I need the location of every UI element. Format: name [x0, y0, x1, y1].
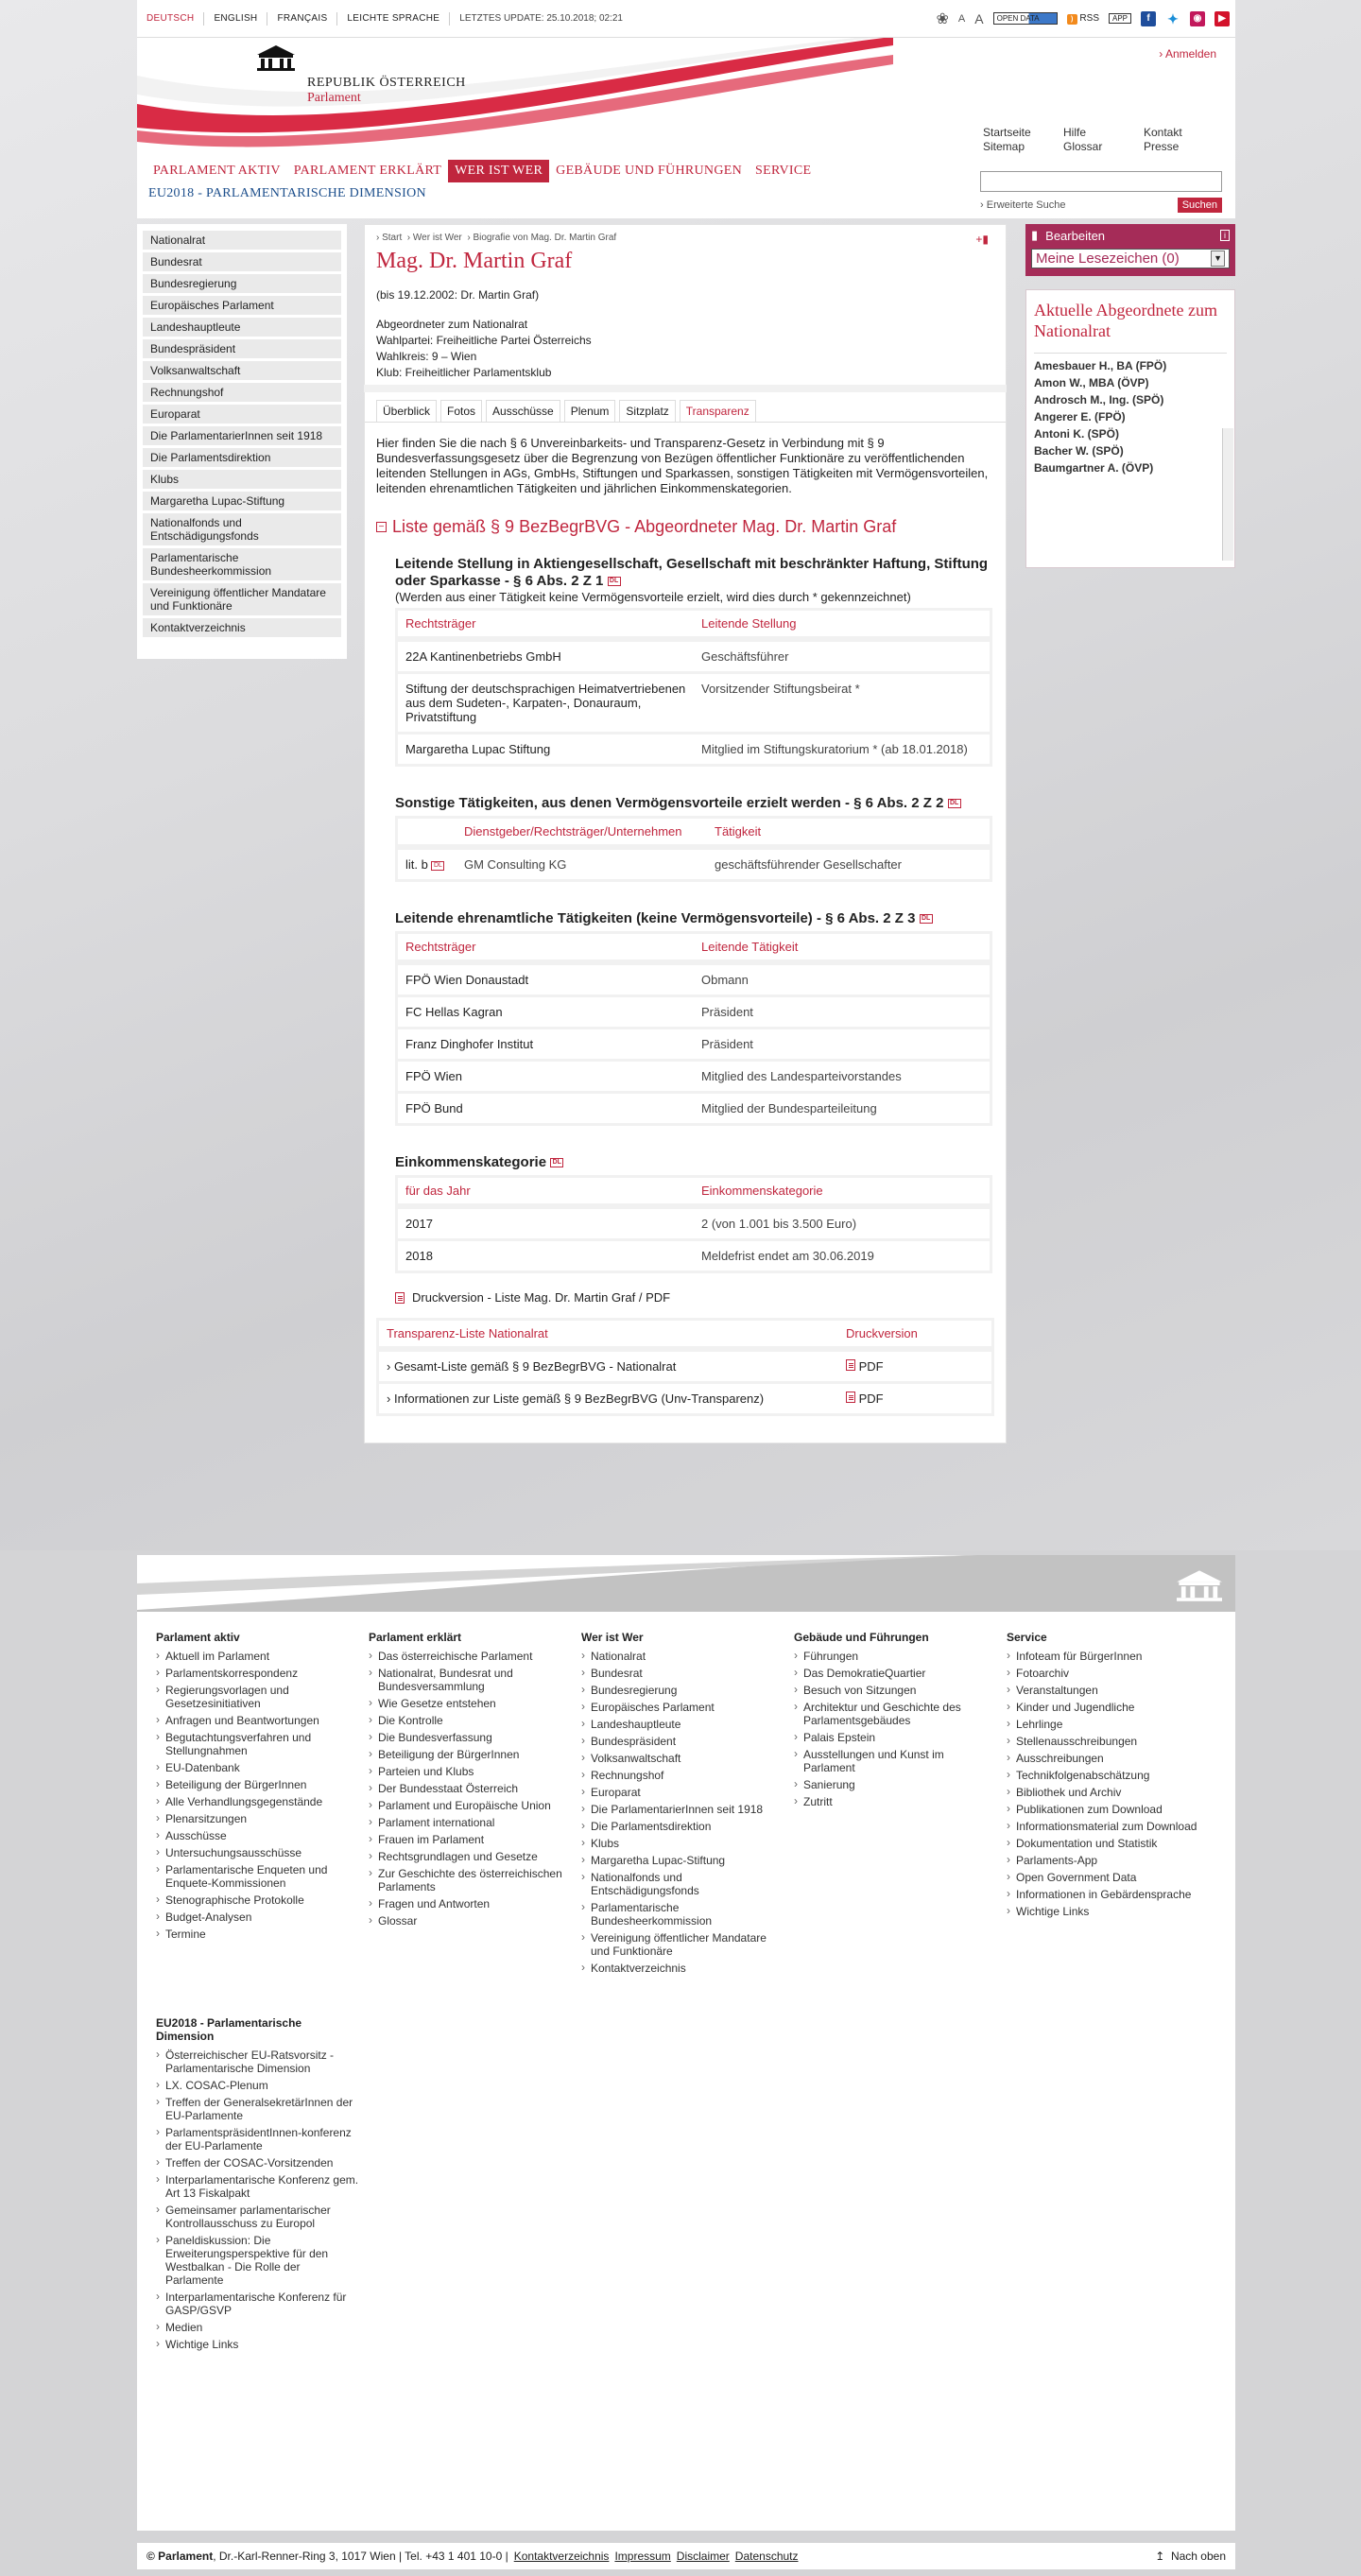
member-role: Abgeordneter zum Nationalrat [376, 318, 528, 331]
table-row [398, 997, 990, 1027]
back-to-top-label: Nach oben [1170, 2550, 1226, 2563]
table-row [398, 1241, 990, 1271]
member-item[interactable]: Androsch M., Ing. (SPÖ) [1034, 393, 1164, 406]
sidebar-item[interactable]: Europäisches Parlament [143, 296, 341, 315]
footer-link[interactable]: › Kinder und Jugendliche [1007, 1701, 1210, 1714]
search-input[interactable] [980, 171, 1222, 192]
pdf-icon [846, 1392, 855, 1403]
footer-link[interactable]: › Fotoarchiv [1007, 1667, 1210, 1680]
cell: FPÖ Bund [398, 1094, 694, 1123]
list-link[interactable]: Gesamt-Liste gemäß § 9 BezBegrBVG - Nationalrat [393, 1359, 677, 1374]
cell: Obmann [694, 965, 990, 994]
footer-link[interactable]: › Ausschüsse [156, 1829, 359, 1842]
table-row [398, 965, 990, 994]
footer-link[interactable]: › Infoteam für BürgerInnen [1007, 1650, 1210, 1663]
parliament-building-icon [255, 43, 297, 72]
cell[interactable]: › Gesamt-Liste gemäß § 9 BezBegrBVG - Nationalrat [379, 1352, 838, 1381]
page-title: Mag. Dr. Martin Graf [376, 249, 573, 273]
transparency-list [376, 1318, 994, 1416]
top-bar [137, 0, 1235, 38]
footer-link[interactable]: › Sanierung [794, 1778, 997, 1791]
search-button[interactable]: Suchen [1178, 198, 1222, 213]
cell: 2018 [398, 1241, 694, 1271]
arrow-up-icon: ↥ [1155, 2550, 1165, 2563]
member-club: Klub: Freiheitlicher Parlamentsklub [376, 366, 552, 379]
breadcrumb-start[interactable]: › Start [376, 233, 403, 243]
footer-link[interactable]: › Regierungsvorlagen und Gesetzesinitiativen [156, 1684, 359, 1710]
quick-sitemap[interactable]: Sitemap [983, 140, 1025, 153]
font-small-button[interactable]: A [957, 12, 966, 25]
footer-link[interactable]: › Bundesregierung [581, 1684, 784, 1697]
lang-deutsch[interactable]: DEUTSCH [137, 12, 204, 26]
footer-link[interactable]: › Informationsmaterial zum Download [1007, 1820, 1210, 1833]
table-row [398, 1094, 990, 1123]
pdf-link[interactable]: PDF [858, 1359, 884, 1374]
breadcrumb-wer-ist-wer[interactable]: › Wer ist Wer [406, 233, 462, 243]
print-version-label: Druckversion - Liste Mag. Dr. Martin Graf / PDF [412, 1290, 671, 1305]
cell: Mitglied der Bundesparteileitung [694, 1094, 990, 1123]
col-header: für das Jahr [398, 1178, 694, 1206]
footer-band [137, 1555, 1235, 1612]
footer-link[interactable]: › ParlamentspräsidentInnen-konferenz der EU-Parlamente [156, 2126, 359, 2152]
open-data-badge[interactable]: OPEN DATA [993, 12, 1058, 25]
edit-link[interactable]: Bearbeiten [1045, 228, 1106, 243]
footer-link[interactable]: › Begutachtungsverfahren und Stellungnahmen [156, 1731, 359, 1757]
footer-link[interactable]: › Architektur und Geschichte des Parlamentsgebäudes [794, 1701, 997, 1727]
cell: Präsident [694, 997, 990, 1027]
former-name: (bis 19.12.2002: Dr. Martin Graf) [376, 288, 540, 302]
s2-table [395, 816, 992, 882]
cell: Präsident [694, 1029, 990, 1059]
cell: Meldefrist endet am 30.06.2019 [694, 1241, 990, 1271]
sidebar-item[interactable]: Die ParlamentarierInnen seit 1918 [143, 426, 341, 445]
cell: 2 (von 1.001 bis 3.500 Euro) [694, 1209, 990, 1238]
last-update: LETZTES UPDATE: 25.10.2018; 02:21 [459, 13, 623, 24]
footer-col-title[interactable]: Parlament erklärt [369, 1631, 462, 1644]
pdf-icon [846, 1359, 855, 1371]
footer-link[interactable]: › Klubs [581, 1837, 784, 1850]
current-members-box [1025, 289, 1235, 568]
table-row [398, 1029, 990, 1059]
bookmark-box [1025, 224, 1235, 276]
bookmark-select-value: Meine Lesezeichen (0) [1036, 251, 1180, 267]
instagram-icon[interactable]: ◉ [1190, 11, 1205, 26]
nav-wer-ist-wer[interactable]: WER IST WER [448, 160, 549, 182]
s3-heading: Leitende ehrenamtliche Tätigkeiten (keine Vermögensvorteile) - § 6 Abs. 2 Z 3 [395, 910, 916, 926]
advanced-search-label: Erweiterte Suche [986, 199, 1066, 211]
rss-label: RSS [1079, 12, 1099, 24]
footer-link[interactable]: › Zur Geschichte des österreichischen Parlaments [369, 1867, 572, 1893]
footer-link[interactable]: › Stellenausschreibungen [1007, 1735, 1210, 1748]
section-ehrenamtlich [365, 882, 1006, 1126]
cell: Stiftung der deutschsprachigen Heimatvertriebenen aus dem Sudeten-, Karpaten-, Donauraum, Privatstiftung [398, 674, 694, 732]
footer-link[interactable]: › EU-Datenbank [156, 1761, 359, 1774]
site-footer [137, 1612, 1235, 2531]
lit-label: lit. b [405, 857, 428, 872]
footer-link[interactable]: › Stenographische Protokolle [156, 1893, 359, 1907]
info-icon[interactable]: i [1220, 230, 1230, 241]
footer-col [794, 1631, 1007, 1979]
nav-gebaeude-fuehrungen[interactable]: GEBÄUDE UND FÜHRUNGEN [556, 164, 743, 178]
s2-heading: Sonstige Tätigkeiten, aus denen Vermögensvorteile erzielt werden - § 6 Abs. 2 Z 2 [395, 795, 944, 811]
footer-link[interactable]: › Die Parlamentsdirektion [581, 1820, 784, 1833]
list-link[interactable]: Informationen zur Liste gemäß § 9 BezBegrBVG (Unv-Transparenz) [393, 1392, 765, 1406]
footer-link[interactable]: › Untersuchungsausschüsse [156, 1846, 359, 1859]
footer-link[interactable]: › Gemeinsamer parlamentarischer Kontrollausschuss zu Europol [156, 2204, 359, 2230]
footer-link[interactable]: › Wichtige Links [156, 2338, 359, 2351]
sidebar-item[interactable]: Vereinigung öffentlicher Mandatare und Funktionäre [143, 583, 341, 615]
breadcrumb-current: › Biografie von Mag. Dr. Martin Graf [467, 233, 617, 243]
footer-link[interactable]: › Treffen der COSAC-Vorsitzenden [156, 2156, 359, 2170]
quick-startseite[interactable]: Startseite [983, 126, 1031, 139]
nav-eu2018[interactable]: EU2018 - PARLAMENTARISCHE DIMENSION [148, 186, 426, 200]
quick-hilfe[interactable]: Hilfe [1063, 126, 1087, 139]
footer-link[interactable]: › Zutritt [794, 1795, 997, 1808]
download-icon[interactable]: DL [431, 861, 444, 871]
table-row [398, 674, 990, 732]
member-item[interactable]: Amesbauer H., BA (FPÖ) [1034, 359, 1167, 372]
footer-col-title[interactable]: Parlament aktiv [156, 1631, 240, 1644]
col-header: Leitende Tätigkeit [694, 934, 990, 962]
intro-text: Hier finden Sie die nach § 6 Unvereinbarkeits- und Transparenz-Gesetz in Verbindung mit § 9 Bundesverfassungsgesetz über die Begrenzung von Bezügen öffentlicher Funktionäre zu veröffentlichenden leitenden Stellungen in AGs, GmbHs, Stiftungen und Sparkassen, sonstigen Tätigkeiten mit Vermögensvorteilen, leitenden ehrenamtlichen Tätigkeiten und jährlichen Einkommenskategorien. [376, 436, 989, 495]
current-members-list [1034, 353, 1227, 481]
cell: Mitglied des Landesparteivorstandes [694, 1062, 990, 1091]
footer-link[interactable]: › Nationalrat [581, 1650, 784, 1663]
footer-col [369, 1631, 581, 1979]
footer-col [581, 1631, 794, 1979]
footer-link[interactable]: › Paneldiskussion: Die Erweiterungsperspektive für den Westbalkan - Die Rolle der Parlamente [156, 2234, 359, 2287]
login-label: Anmelden [1164, 47, 1216, 61]
eagle-icon: ❀ [936, 10, 949, 27]
footer-link[interactable]: › Parlamentarische Bundesheerkommission [581, 1901, 784, 1928]
footer-link[interactable]: › Der Bundesstaat Österreich [369, 1782, 572, 1795]
footer-link[interactable]: › Parlament und Europäische Union [369, 1799, 572, 1812]
footer-col-title[interactable]: Wer ist Wer [581, 1631, 644, 1644]
sidebar-item[interactable]: Die Parlamentsdirektion [143, 448, 341, 467]
youtube-icon[interactable]: ▶ [1215, 11, 1230, 26]
tab-fotos[interactable]: Fotos [440, 400, 482, 422]
footer-link[interactable]: › Das österreichische Parlament [369, 1650, 572, 1663]
current-members-title: Aktuelle Abgeordnete zum Nationalrat [1034, 301, 1217, 340]
quick-presse[interactable]: Presse [1144, 140, 1180, 153]
footer-link[interactable]: › Parlaments-App [1007, 1854, 1210, 1867]
member-item[interactable]: Bacher W. (SPÖ) [1034, 444, 1124, 458]
footer-link[interactable]: › Österreichischer EU-Ratsvorsitz - Parlamentarische Dimension [156, 2049, 359, 2075]
address: , Dr.-Karl-Renner-Ring 3, 1017 Wien | Tel. +43 1 401 10-0 | [213, 2550, 508, 2563]
footer-link-datenschutz[interactable]: Datenschutz [734, 2550, 799, 2563]
footer-link[interactable]: › Dokumentation und Statistik [1007, 1837, 1210, 1850]
logo-line2: Parlament [307, 91, 361, 105]
profile-tabs [365, 400, 1006, 423]
footer-link[interactable]: › Publikationen zum Download [1007, 1803, 1210, 1816]
footer-link[interactable]: › Landeshauptleute [581, 1718, 784, 1731]
cell: Vorsitzender Stiftungsbeirat * [694, 674, 990, 732]
footer-link[interactable]: › Alle Verhandlungsgegenstände [156, 1795, 359, 1808]
footer-link[interactable]: › Aktuell im Parlament [156, 1650, 359, 1663]
download-icon[interactable]: DL [948, 799, 961, 808]
sidebar-item[interactable]: Rechnungshof [143, 383, 341, 402]
sidebar-item[interactable]: Landeshauptleute [143, 318, 341, 337]
section-leitende-stellung [365, 537, 1006, 767]
footer-link[interactable]: › Open Government Data [1007, 1871, 1210, 1884]
cell: geschäftsführender Gesellschafter [707, 850, 990, 879]
footer-link[interactable]: › Europäisches Parlament [581, 1701, 784, 1714]
footer-link[interactable]: › Beteiligung der BürgerInnen [369, 1748, 572, 1761]
sidebar-item[interactable]: Bundesregierung [143, 274, 341, 293]
footer-link[interactable]: › Anfragen und Beantwortungen [156, 1714, 359, 1727]
col-header: Rechtsträger [398, 611, 694, 639]
footer-link[interactable]: › Frauen im Parlament [369, 1833, 572, 1846]
table-row [398, 642, 990, 671]
footer-col [1007, 1631, 1219, 1979]
sidebar-item[interactable]: Kontaktverzeichnis [143, 618, 341, 637]
footer-parliament-icon [1173, 1568, 1226, 1602]
footer-link[interactable]: › Führungen [794, 1650, 997, 1663]
footer-eu [156, 2016, 1235, 2355]
col-header: Transparenz-Liste Nationalrat [379, 1321, 838, 1349]
rss-icon: ) [1067, 14, 1077, 25]
col-header: Druckversion [838, 1321, 991, 1349]
footer-link[interactable]: › Vereinigung öffentlicher Mandatare und Funktionäre [581, 1931, 784, 1958]
table-row [398, 735, 990, 764]
member-party: Wahlpartei: Freiheitliche Partei Österreichs [376, 334, 592, 347]
bookmark-icon: ▮ [1031, 228, 1039, 242]
cell: GM Consulting KG [457, 850, 707, 879]
s1-table [395, 608, 992, 767]
left-sidebar [137, 224, 347, 659]
footer-link[interactable]: › Margaretha Lupac-Stiftung [581, 1854, 784, 1867]
s4-heading: Einkommenskategorie [395, 1154, 547, 1170]
footer-link-impressum[interactable]: Impressum [614, 2550, 671, 2563]
footer-link[interactable]: › Lehrlinge [1007, 1718, 1210, 1731]
footer-link[interactable]: › Die Kontrolle [369, 1714, 572, 1727]
footer-link[interactable]: › Glossar [369, 1914, 572, 1928]
s4-table [395, 1175, 992, 1273]
right-panel [1025, 224, 1235, 568]
sidebar-item[interactable]: Margaretha Lupac-Stiftung [143, 492, 341, 510]
footer-link[interactable]: › Bundespräsident [581, 1735, 784, 1748]
app-badge[interactable]: APP [1109, 13, 1131, 24]
lang-francais[interactable]: FRANÇAIS [267, 12, 337, 26]
font-large-button[interactable]: A [974, 10, 984, 26]
scrollbar[interactable] [1222, 428, 1233, 561]
site-header [137, 38, 1235, 154]
logo-line1: REPUBLIK ÖSTERREICH [307, 76, 466, 90]
bookmark-add-icon[interactable]: +▮ [975, 233, 989, 246]
download-icon[interactable]: DL [920, 914, 933, 924]
cell: 22A Kantinenbetriebs GmbH [398, 642, 694, 671]
section-title: Liste gemäß § 9 BezBegrBVG - Abgeordneter Mag. Dr. Martin Graf [392, 517, 897, 536]
footer-link[interactable]: › Kontaktverzeichnis [581, 1962, 784, 1975]
col-header: Leitende Stellung [694, 611, 990, 639]
tab-ueberblick[interactable]: Überblick [376, 400, 437, 422]
member-info [365, 303, 1006, 381]
sidebar-item[interactable]: Bundespräsident [143, 339, 341, 358]
footer-link-disclaimer[interactable]: Disclaimer [676, 2550, 730, 2563]
cell [398, 850, 457, 879]
main-navigation [137, 154, 1235, 218]
cell: 2017 [398, 1209, 694, 1238]
footer-link[interactable]: › Interparlamentarische Konferenz gem. Art 13 Fiskalpakt [156, 2173, 359, 2200]
footer-col-title[interactable]: Service [1007, 1631, 1047, 1644]
footer-link[interactable]: › Parlamentskorrespondenz [156, 1667, 359, 1680]
quick-links [983, 126, 1210, 154]
cell: Mitglied im Stiftungskuratorium * (ab 18.01.2018) [694, 735, 990, 764]
download-icon[interactable]: DL [550, 1158, 563, 1167]
footer-link[interactable]: › Ausschreibungen [1007, 1752, 1210, 1765]
cell: FPÖ Wien Donaustadt [398, 965, 694, 994]
sidebar-item[interactable]: Klubs [143, 470, 341, 489]
footer-link[interactable]: › Besuch von Sitzungen [794, 1684, 997, 1697]
col-header: Einkommenskategorie [694, 1178, 990, 1206]
member-district: Wahlkreis: 9 – Wien [376, 350, 477, 363]
footer-link-kontakt[interactable]: Kontaktverzeichnis [513, 2550, 610, 2563]
quick-glossar[interactable]: Glossar [1063, 140, 1103, 153]
cell: Margaretha Lupac Stiftung [398, 735, 694, 764]
lang-leichte-sprache[interactable]: LEICHTE SPRACHE [337, 12, 450, 26]
pdf-icon [395, 1292, 405, 1304]
footer-link[interactable]: › Wie Gesetze entstehen [369, 1697, 572, 1710]
s1-note: (Werden aus einer Tätigkeit keine Vermögensvorteile erzielt, wird dies durch * gekennzeichnet) [395, 590, 911, 604]
back-to-top[interactable] [1155, 2550, 1226, 2563]
col-header: Rechtsträger [398, 934, 694, 962]
footer-link[interactable]: › Das DemokratieQuartier [794, 1667, 997, 1680]
footer-link[interactable]: › Veranstaltungen [1007, 1684, 1210, 1697]
tab-plenum[interactable]: Plenum [564, 400, 616, 422]
footer-link[interactable]: › Volksanwaltschaft [581, 1752, 784, 1765]
footer-link[interactable]: › Rechnungshof [581, 1769, 784, 1782]
footer-link[interactable]: › Treffen der GeneralsekretärInnen der EU-Parlamente [156, 2096, 359, 2122]
footer-link[interactable]: › Palais Epstein [794, 1731, 997, 1744]
footer-link[interactable]: › Nationalrat, Bundesrat und Bundesversammlung [369, 1667, 572, 1693]
footer-link[interactable]: › Budget-Analysen [156, 1910, 359, 1924]
bookmark-select[interactable] [1031, 249, 1230, 268]
table-row[interactable] [379, 1384, 991, 1413]
copyright: © Parlament [146, 2550, 214, 2563]
table-row [398, 850, 990, 879]
login-link[interactable]: › Anmelden [1159, 47, 1216, 61]
pdf-link[interactable]: PDF [858, 1392, 884, 1406]
sidebar-item[interactable]: Nationalfonds und Entschädigungsfonds [143, 513, 341, 545]
footer-link[interactable]: › Parlament international [369, 1816, 572, 1829]
search-area [980, 171, 1222, 213]
footer-link[interactable]: › Informationen in Gebärdensprache [1007, 1888, 1210, 1901]
breadcrumb [365, 225, 1006, 243]
section-einkommen [365, 1126, 1006, 1273]
member-item[interactable]: Amon W., MBA (ÖVP) [1034, 376, 1149, 389]
advanced-search-link[interactable]: › Erweiterte Suche [980, 199, 1066, 211]
main-content [364, 224, 1007, 1444]
footer-link[interactable]: › Parteien und Klubs [369, 1765, 572, 1778]
cell: FC Hellas Kagran [398, 997, 694, 1027]
footer-link[interactable]: › Europarat [581, 1786, 784, 1799]
table-row[interactable] [379, 1352, 991, 1381]
cell: Geschäftsführer [694, 642, 990, 671]
print-version-link[interactable] [365, 1273, 1006, 1305]
sidebar-item[interactable]: Bundesrat [143, 252, 341, 271]
footer-link[interactable]: › Bundesrat [581, 1667, 784, 1680]
cell[interactable] [838, 1352, 991, 1381]
tab-ausschuesse[interactable]: Ausschüsse [486, 400, 560, 422]
footer-link[interactable]: › Plenarsitzungen [156, 1812, 359, 1825]
cell: Franz Dinghofer Institut [398, 1029, 694, 1059]
collapse-icon[interactable]: − [376, 522, 387, 532]
footer-col-title[interactable]: Gebäude und Führungen [794, 1631, 929, 1644]
s3-table [395, 931, 992, 1126]
footer-link[interactable]: › Bibliothek und Archiv [1007, 1786, 1210, 1799]
s1-heading: Leitende Stellung in Aktiengesellschaft, Gesellschaft mit beschränkter Haftung, Stiftung oder Sparkasse - § 6 Abs. 2 Z 1 [395, 556, 989, 589]
rss-link[interactable] [1067, 13, 1099, 25]
quick-kontakt[interactable]: Kontakt [1144, 126, 1182, 139]
nav-service[interactable]: SERVICE [755, 164, 812, 178]
nav-parlament-erklaert[interactable]: PARLAMENT ERKLÄRT [293, 164, 442, 178]
chevron-down-icon: ▼ [1211, 251, 1225, 267]
footer-link[interactable]: › Wichtige Links [1007, 1905, 1210, 1918]
footer-link[interactable]: › Fragen und Antworten [369, 1897, 572, 1910]
footer-link[interactable]: › LX. COSAC-Plenum [156, 2079, 359, 2092]
cell[interactable] [838, 1384, 991, 1413]
footer-swoosh [137, 1555, 1235, 1612]
section-header[interactable] [365, 496, 1006, 537]
member-item[interactable]: Angerer E. (FPÖ) [1034, 410, 1126, 424]
footer-col-eu [156, 2016, 369, 2355]
footer-link[interactable]: › Rechtsgrundlagen und Gesetze [369, 1850, 572, 1863]
member-item[interactable]: Antoni K. (SPÖ) [1034, 427, 1119, 441]
footer-link[interactable]: › Technikfolgenabschätzung [1007, 1769, 1210, 1782]
facebook-icon[interactable]: f [1141, 11, 1156, 26]
nav-parlament-aktiv[interactable]: PARLAMENT AKTIV [153, 164, 281, 178]
footer-link[interactable]: › Termine [156, 1928, 359, 1941]
footer-link[interactable]: › Ausstellungen und Kunst im Parlament [794, 1748, 997, 1774]
lang-english[interactable]: ENGLISH [204, 12, 267, 26]
table-row [398, 1209, 990, 1238]
footer-link[interactable]: › Medien [156, 2321, 359, 2334]
member-item[interactable]: Baumgartner A. (ÖVP) [1034, 461, 1154, 475]
footer-link[interactable]: › Die ParlamentarierInnen seit 1918 [581, 1803, 784, 1816]
section-sonstige [365, 767, 1006, 882]
sidebar-item[interactable]: Parlamentarische Bundesheerkommission [143, 548, 341, 580]
footer-link[interactable]: › Interparlamentarische Konferenz für GASP/GSVP [156, 2291, 359, 2317]
cell[interactable]: › Informationen zur Liste gemäß § 9 BezBegrBVG (Unv-Transparenz) [379, 1384, 838, 1413]
bottom-bar [137, 2543, 1235, 2569]
table-row [398, 1062, 990, 1091]
col-header: Tätigkeit [707, 819, 990, 847]
tab-transparenz[interactable]: Transparenz [680, 400, 756, 422]
header-swoosh [137, 38, 893, 154]
footer-link[interactable]: › Parlamentarische Enqueten und Enquete-Kommissionen [156, 1863, 359, 1890]
sidebar-item[interactable]: Nationalrat [143, 231, 341, 250]
tab-sitzplatz[interactable]: Sitzplatz [619, 400, 675, 422]
footer-link[interactable]: › Die Bundesverfassung [369, 1731, 572, 1744]
twitter-icon[interactable]: ✦ [1165, 11, 1180, 26]
col-header [398, 819, 457, 847]
col-header: Dienstgeber/Rechtsträger/Unternehmen [457, 819, 707, 847]
footer-link[interactable]: › Beteiligung der BürgerInnen [156, 1778, 359, 1791]
sidebar-item[interactable]: Europarat [143, 405, 341, 424]
parliament-logo[interactable] [260, 43, 466, 106]
footer-col-title[interactable]: EU2018 - Parlamentarische Dimension [156, 2016, 302, 2043]
download-icon[interactable]: DL [608, 577, 621, 586]
footer-col [156, 1631, 369, 1979]
sidebar-item[interactable]: Volksanwaltschaft [143, 361, 341, 380]
cell: FPÖ Wien [398, 1062, 694, 1091]
footer-columns [156, 1631, 1235, 1979]
footer-link[interactable]: › Nationalfonds und Entschädigungsfonds [581, 1871, 784, 1897]
